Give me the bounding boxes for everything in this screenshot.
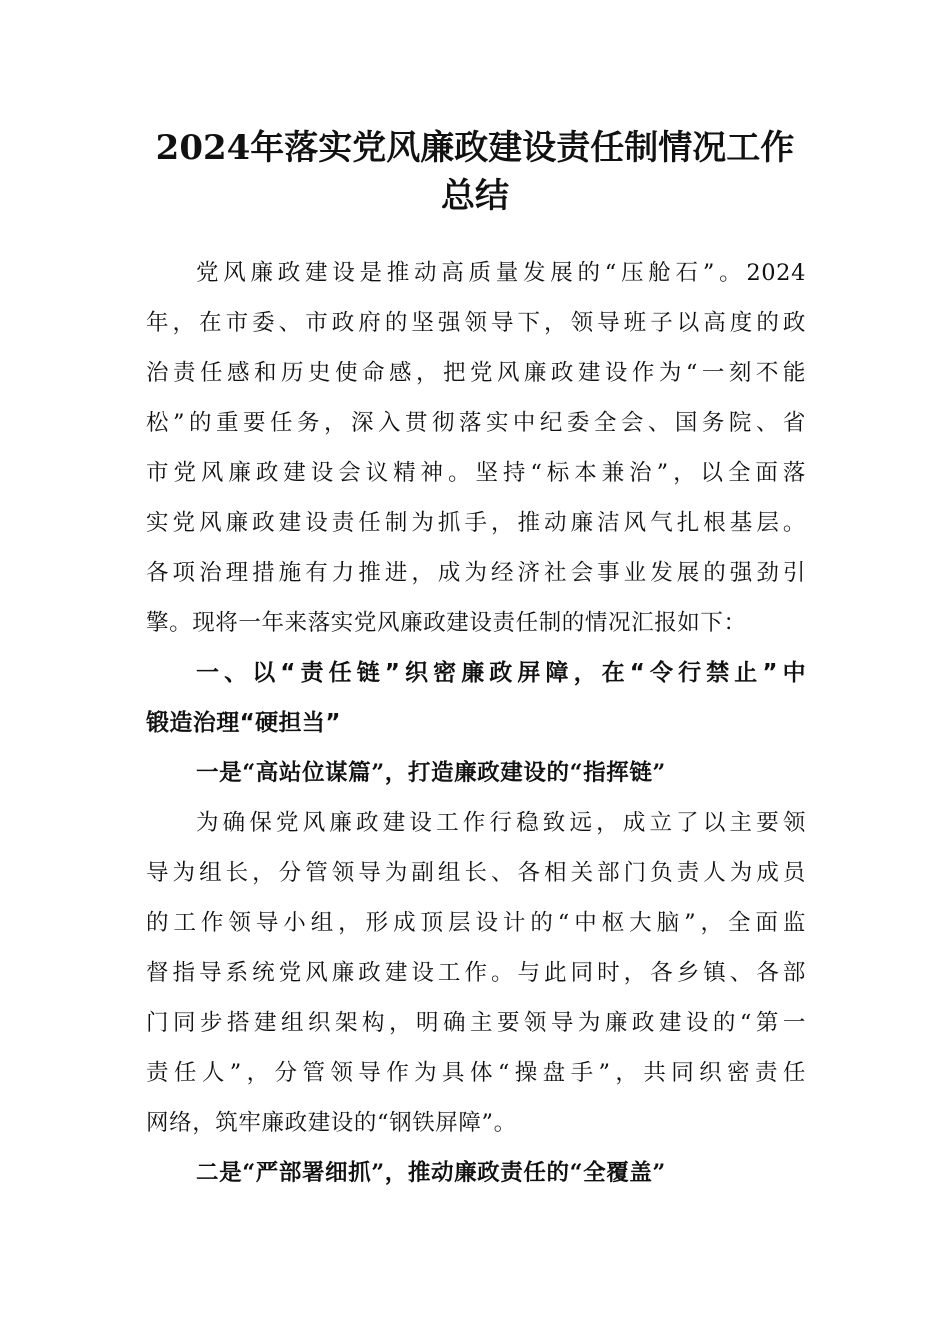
intro-paragraph-line: 治责任感和历史使命感，把党风廉政建设作为“一刻不能: [146, 360, 806, 386]
intro-paragraph-line: 年，在市委、市政府的坚强领导下，领导班子以高度的政: [146, 310, 806, 336]
section-1-heading-line: 锻造治理“硬担当”: [146, 710, 341, 736]
subsection-1-body-line: 导为组长，分管领导为副组长、各相关部门负责人为成员: [146, 860, 806, 886]
subsection-1-body-line: 督指导系统党风廉政建设工作。与此同时，各乡镇、各部: [146, 960, 806, 986]
subsection-2-heading: 二是“严部署细抓”，推动廉政责任的“全覆盖”: [196, 1160, 666, 1186]
subsection-1-body-line: 的工作领导小组，形成顶层设计的“中枢大脑”，全面监: [146, 910, 806, 936]
intro-paragraph-line: 实党风廉政建设责任制为抓手，推动廉洁风气扎根基层。: [146, 510, 806, 536]
subsection-1-body-line: 门同步搭建组织架构，明确主要领导为廉政建设的“第一: [146, 1010, 806, 1036]
document-title-line-1: 2024年落实党风廉政建设责任制情况工作: [155, 128, 795, 168]
intro-paragraph-line: 松”的重要任务，深入贯彻落实中纪委全会、国务院、省: [146, 410, 806, 436]
subsection-1-body-line: 网络，筑牢廉政建设的“钢铁屏障”。: [146, 1110, 517, 1136]
subsection-1-body-line: 为确保党风廉政建设工作行稳致远，成立了以主要领: [196, 810, 806, 836]
document-title-line-2: 总结: [441, 176, 509, 216]
intro-paragraph-line: 市党风廉政建设会议精神。坚持“标本兼治”，以全面落: [146, 460, 806, 486]
subsection-1-body-line: 责任人”，分管领导作为具体“操盘手”，共同织密责任: [146, 1060, 806, 1086]
intro-paragraph-line: 党风廉政建设是推动高质量发展的“压舱石”。2024: [196, 260, 806, 286]
section-1-heading-line: 一、以“责任链”织密廉政屏障，在“令行禁止”中: [196, 660, 806, 686]
subsection-1-heading: 一是“高站位谋篇”，打造廉政建设的“指挥链”: [196, 760, 666, 786]
intro-paragraph-line: 擎。现将一年来落实党风廉政建设责任制的情况汇报如下：: [146, 610, 747, 636]
intro-paragraph-line: 各项治理措施有力推进，成为经济社会事业发展的强劲引: [146, 560, 806, 586]
